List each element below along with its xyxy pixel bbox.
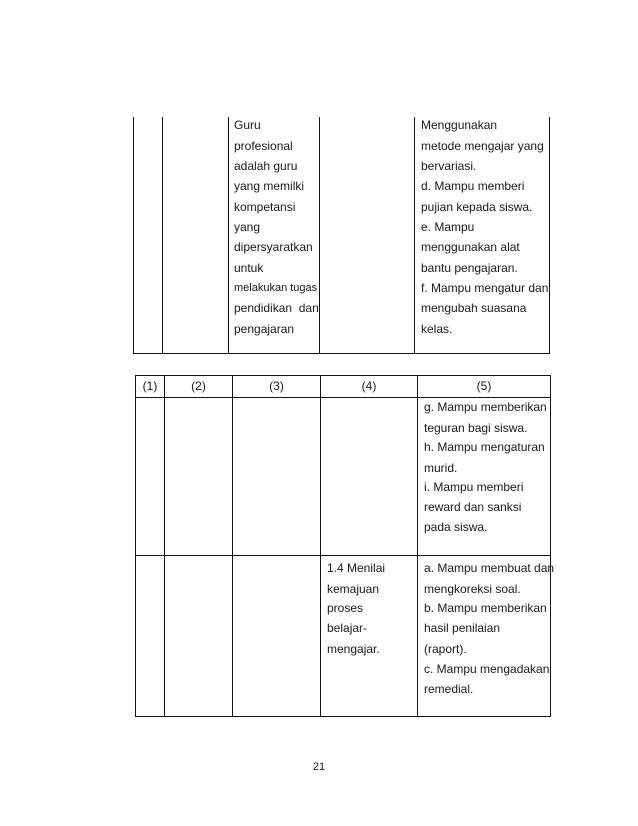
top-col5-line: e. Mampu — [421, 220, 475, 234]
row2-col5-line: (raport). — [424, 642, 467, 656]
top-col3-line: Guru — [234, 118, 261, 132]
row1-col5-line: pada siswa. — [424, 520, 488, 534]
header-col-4: (4) — [361, 379, 377, 393]
row2-col5-line: a. Mampu membuat dan — [424, 561, 555, 575]
top-table-divider-3 — [319, 117, 320, 354]
top-col5-line: mengubah suasana — [421, 301, 527, 315]
row1-col5-line: g. Mampu memberikan — [424, 400, 547, 414]
top-col5-line: bantu pengajaran. — [421, 261, 518, 275]
top-col3-line: dipersyaratkan — [234, 240, 313, 254]
header-col-1: (1) — [142, 379, 158, 393]
top-col5-line: pujian kepada siswa. — [421, 200, 533, 214]
bottom-table-border-top — [135, 375, 551, 376]
row2-col5-line: b. Mampu memberikan — [424, 601, 547, 615]
top-col5-line: kelas. — [421, 322, 453, 336]
top-col3-line: melakukan tugas — [234, 282, 318, 294]
header-col-3: (3) — [269, 379, 284, 393]
row2-col4-line: mengajar. — [327, 642, 380, 656]
row1-col5-line: reward dan sanksi — [424, 500, 522, 514]
top-table-border-bottom — [133, 353, 550, 354]
header-col-2: (2) — [191, 379, 206, 393]
bottom-table-border-right — [550, 375, 551, 717]
top-col5-line: d. Mampu memberi — [421, 179, 525, 193]
row2-col4-line: kemajuan — [327, 582, 380, 596]
top-col3-line: yang — [234, 220, 261, 234]
top-col3-line: adalah guru — [234, 159, 298, 173]
top-table-border-left — [133, 117, 134, 354]
top-col3-line: yang memilki — [234, 179, 305, 193]
top-table-border-right — [549, 117, 550, 354]
top-col3-line: pendidikan dan — [234, 301, 319, 315]
top-col5-line: bervariasi. — [421, 159, 477, 173]
row2-col5-line: mengkoreksi soal. — [424, 582, 521, 596]
top-table-divider-4 — [414, 117, 415, 354]
row1-col5-line: h. Mampu mengaturan — [424, 440, 545, 454]
header-col-5: (5) — [476, 379, 492, 393]
row2-col5-line: hasil penilaian — [424, 621, 501, 635]
top-col5-line: Menggunakan — [421, 118, 498, 132]
bottom-table-row-divider — [135, 555, 551, 556]
bottom-table-divider-1 — [164, 375, 165, 717]
top-table-divider-2 — [228, 117, 229, 354]
row2-col4-line: proses — [327, 601, 364, 615]
bottom-table-border-left — [135, 375, 136, 717]
bottom-table-divider-4 — [417, 375, 418, 717]
top-col3-line: kompetansi — [234, 200, 296, 214]
top-col5-line: menggunakan alat — [421, 240, 520, 254]
top-col5-line: metode mengajar yang — [421, 139, 544, 153]
row2-col5-line: remedial. — [424, 682, 474, 696]
bottom-table-divider-2 — [232, 375, 233, 717]
row1-col5-line: murid. — [424, 461, 458, 475]
top-col3-line: untuk — [234, 261, 264, 275]
page-number: 21 — [312, 761, 326, 773]
top-col3-line: pengajaran — [234, 322, 295, 336]
row2-col4-line: 1.4 Menilai — [327, 561, 386, 575]
bottom-table-divider-3 — [320, 375, 321, 717]
row2-col5-line: c. Mampu mengadakan — [424, 662, 550, 676]
row2-col4-line: belajar- — [327, 621, 368, 635]
row1-col5-line: teguran bagi siswa. — [424, 421, 528, 435]
row1-col5-line: i. Mampu memberi — [424, 480, 524, 494]
top-col3-line: profesional — [234, 139, 293, 153]
top-col5-line: f. Mampu mengatur dan — [421, 281, 549, 295]
top-table-divider-1 — [162, 117, 163, 354]
bottom-table-border-bottom — [135, 716, 551, 717]
